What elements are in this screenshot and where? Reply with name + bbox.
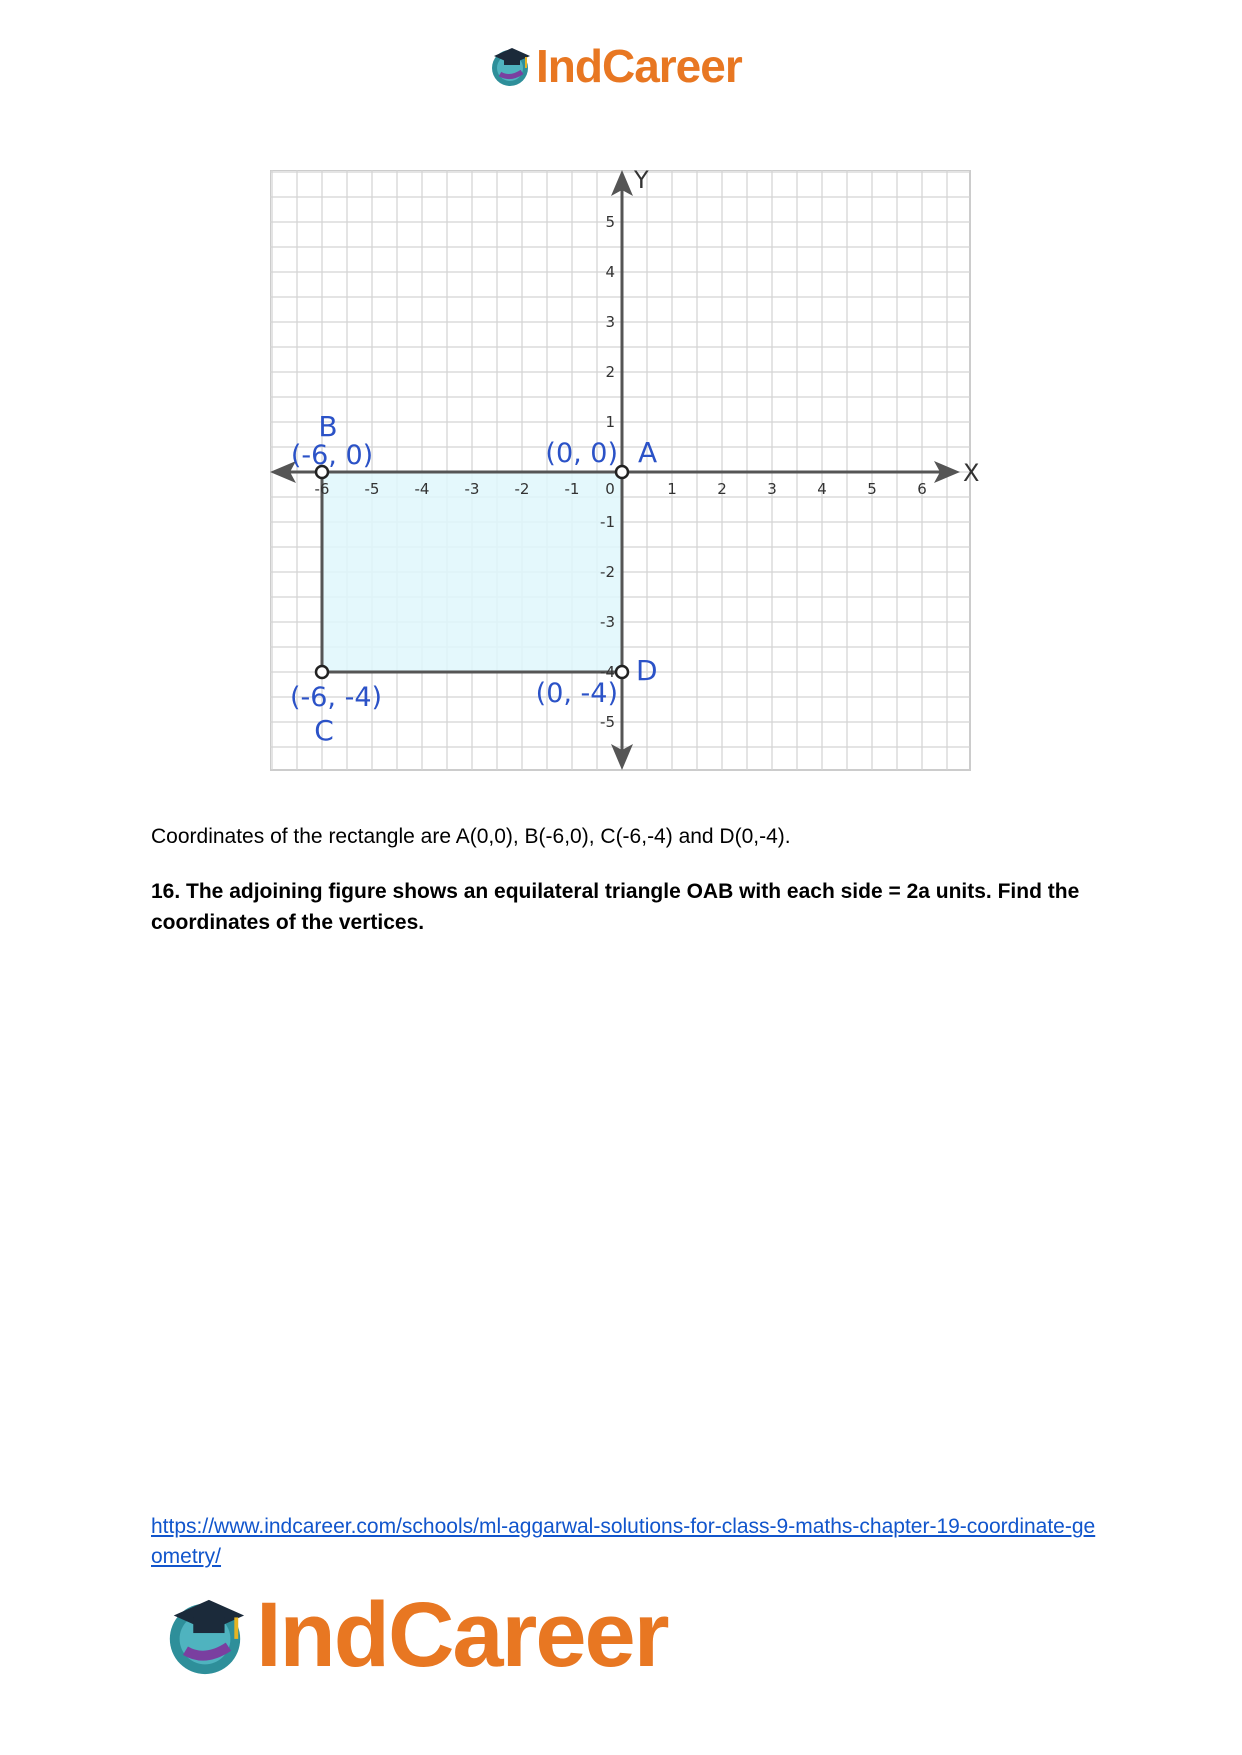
- x-tick-label: 0: [605, 480, 615, 498]
- source-link[interactable]: https://www.indcareer.com/schools/ml-aggarwal-solutions-for-class-9-maths-chapter-19-coordinate-geometry/: [151, 1515, 1096, 1568]
- x-tick-label: -1: [564, 480, 580, 498]
- x-tick-label: 2: [717, 480, 727, 498]
- x-tick-label: 1: [667, 480, 677, 498]
- y-tick-label: -3: [600, 613, 615, 631]
- y-axis-label: Y: [634, 170, 649, 194]
- y-tick-label: 1: [605, 413, 615, 431]
- vertex-point-c: [316, 666, 328, 678]
- vertex-coord-d: (0, -4): [535, 678, 618, 709]
- x-tick-label: -5: [364, 480, 380, 498]
- footer-logo: [162, 1585, 668, 1685]
- x-tick-label: 4: [817, 480, 827, 498]
- y-tick-label: -1: [600, 513, 615, 531]
- vertex-coord-a: (0, 0): [545, 438, 618, 469]
- graduation-cap-globe-icon: [488, 44, 532, 88]
- y-tick-label: -5: [600, 713, 615, 731]
- x-tick-label: 5: [867, 480, 877, 498]
- question-16: 16. The adjoining figure shows an equilateral triangle OAB with each side = 2a units. Find the coordinates of the vertices.: [151, 880, 1080, 934]
- x-tick-label: -4: [414, 480, 430, 498]
- vertex-coord-b: (-6, 0): [290, 440, 374, 471]
- vertex-name-d: D: [636, 654, 658, 687]
- logo-text: IndCareer: [256, 1583, 668, 1686]
- y-tick-label: 5: [605, 213, 615, 231]
- x-axis-label: X: [963, 459, 980, 487]
- graduation-cap-globe-icon: [162, 1592, 248, 1678]
- vertex-coord-c: (-6, -4): [289, 682, 383, 713]
- x-tick-label: 6: [917, 480, 927, 498]
- coordinate-figure: [270, 170, 982, 780]
- vertex-name-a: A: [638, 436, 658, 469]
- y-tick-label: -4: [600, 663, 615, 681]
- y-tick-label: 3: [605, 313, 615, 331]
- vertex-point-d: [616, 666, 628, 678]
- x-tick-label: -6: [314, 480, 330, 498]
- rectangle-abcd: [322, 472, 622, 672]
- coordinates-answer: Coordinates of the rectangle are A(0,0), B(-6,0), C(-6,-4) and D(0,-4).: [151, 825, 791, 848]
- x-tick-label: 3: [767, 480, 777, 498]
- header-logo: [488, 40, 742, 92]
- x-tick-label: -3: [464, 480, 480, 498]
- logo-text: IndCareer: [536, 40, 742, 92]
- y-tick-label: -2: [600, 563, 615, 581]
- x-tick-label: -2: [514, 480, 530, 498]
- y-tick-label: 4: [605, 263, 615, 281]
- y-tick-label: 2: [605, 363, 615, 381]
- vertex-name-c: C: [314, 714, 334, 747]
- vertex-name-b: B: [318, 410, 338, 443]
